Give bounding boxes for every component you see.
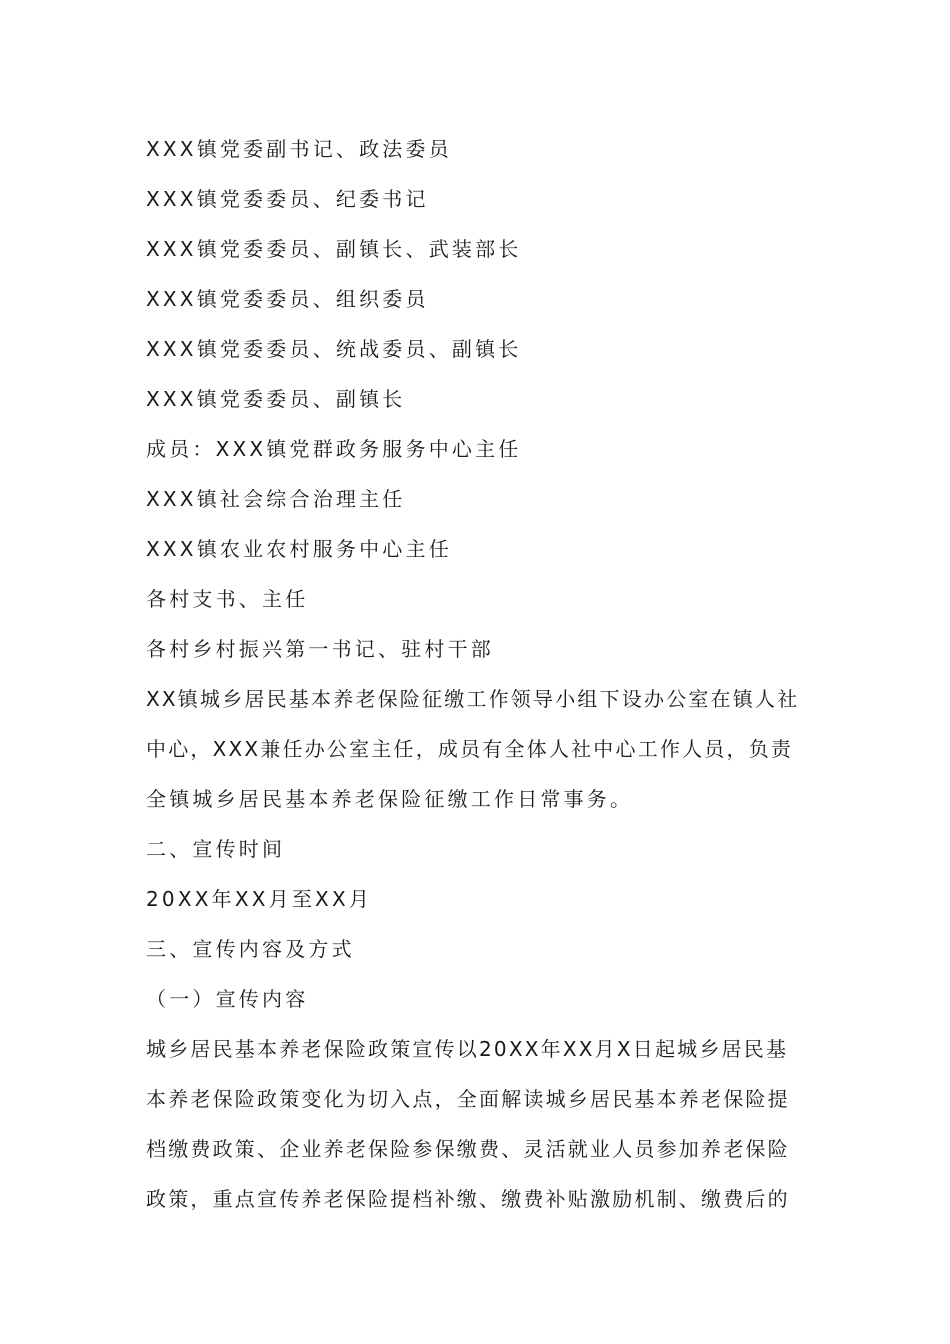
subsection-heading: （一）宣传内容: [146, 987, 309, 1011]
text-line: 各村支书、主任: [146, 587, 309, 611]
text-line: 20XX年XX月至XX月: [146, 887, 373, 911]
text-line: XX镇城乡居民基本养老保险征缴工作领导小组下设办公室在镇人社: [146, 687, 800, 711]
text-line: XXX镇党委委员、统战委员、副镇长: [146, 337, 522, 361]
text-line: XXX镇党委委员、副镇长、武装部长: [146, 237, 522, 261]
text-line: 本养老保险政策变化为切入点，全面解读城乡居民基本养老保险提: [146, 1087, 790, 1111]
text-line: XXX镇党委副书记、政法委员: [146, 137, 452, 161]
section-heading: 三、宣传内容及方式: [146, 937, 355, 961]
text-line: XXX镇社会综合治理主任: [146, 487, 406, 511]
text-line: 政策，重点宣传养老保险提档补缴、缴费补贴激励机制、缴费后的: [146, 1187, 790, 1211]
text-line: XXX镇党委委员、纪委书记: [146, 187, 429, 211]
text-line: 档缴费政策、企业养老保险参保缴费、灵活就业人员参加养老保险: [146, 1137, 790, 1161]
text-line: 各村乡村振兴第一书记、驻村干部: [146, 637, 494, 661]
text-line: 城乡居民基本养老保险政策宣传以20XX年XX月X日起城乡居民基: [146, 1037, 789, 1061]
text-line: 中心，XXX兼任办公室主任，成员有全体人社中心工作人员，负责: [146, 737, 794, 761]
text-line: XXX镇党委委员、组织委员: [146, 287, 429, 311]
section-heading: 二、宣传时间: [146, 837, 286, 861]
text-line: XXX镇党委委员、副镇长: [146, 387, 406, 411]
text-line: 成员：XXX镇党群政务服务中心主任: [146, 437, 522, 461]
text-line: XXX镇农业农村服务中心主任: [146, 537, 452, 561]
text-line: 全镇城乡居民基本养老保险征缴工作日常事务。: [146, 787, 634, 811]
